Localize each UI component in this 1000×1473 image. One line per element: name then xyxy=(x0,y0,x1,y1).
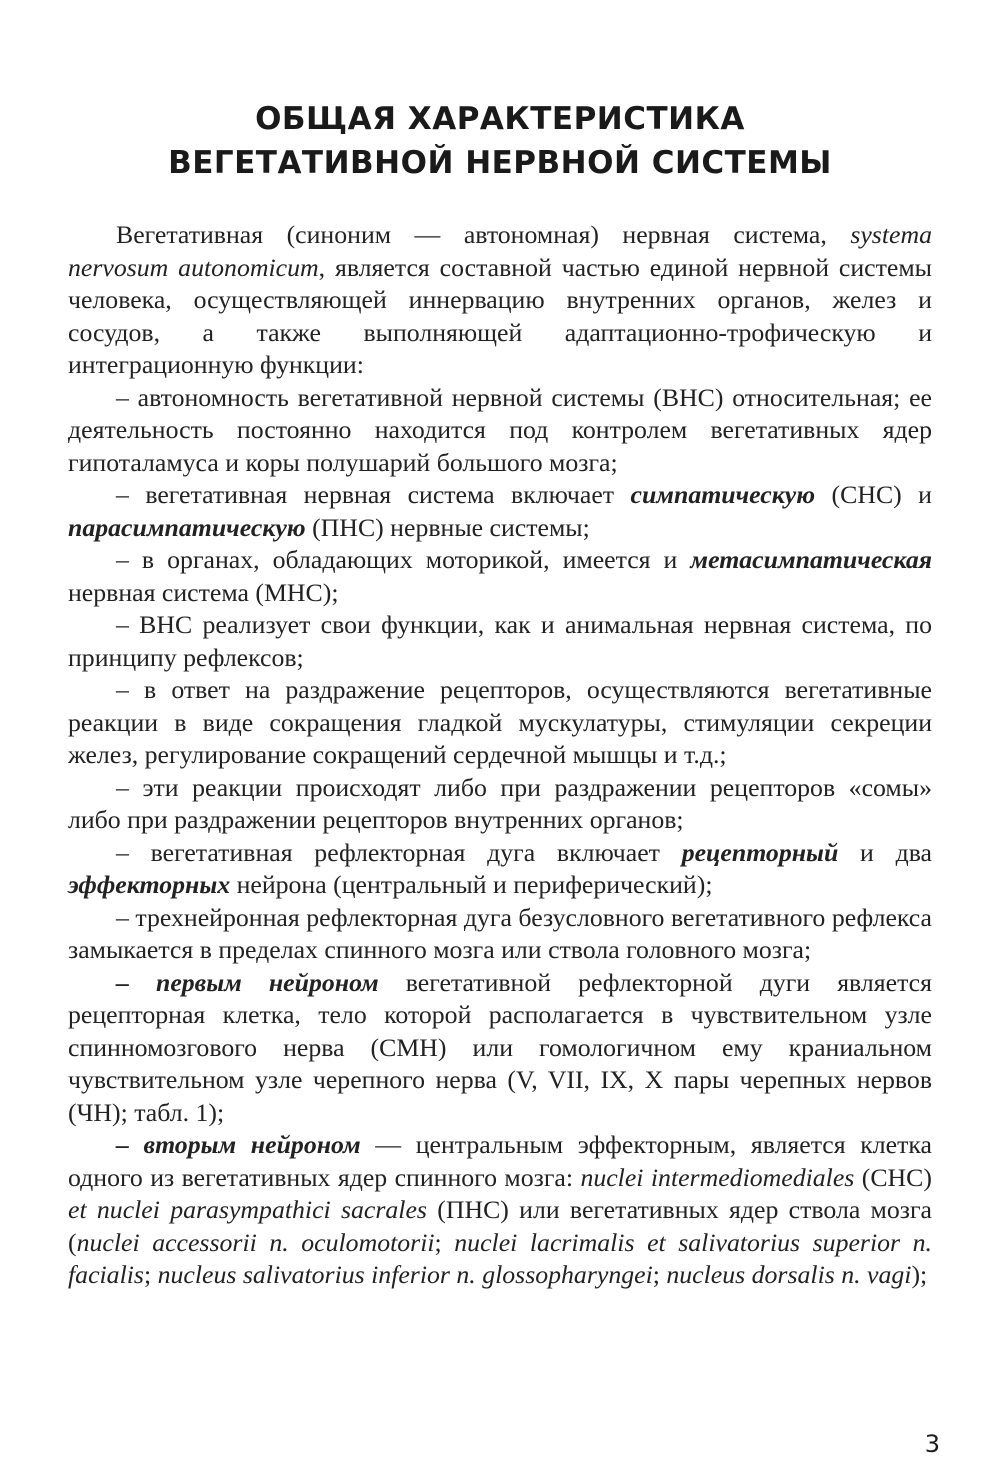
text-run: – автономность вегетативной нервной системы (ВНС) относительная; ее деятельность постоянно находится под контролем вегетативных ядер гипоталамуса и коры полушарий большого мозга; xyxy=(68,382,932,477)
text-run: — центральным эффекторным, является клетка одного из вегетативных ядер спинного мозга: xyxy=(68,1130,932,1192)
key-term: эффекторных xyxy=(68,870,231,899)
chapter-title-line-1: ОБЩАЯ ХАРАКТЕРИСТИКА xyxy=(255,100,745,137)
text-run: Вегетативная (синоним — автономная) нервная система, xyxy=(116,220,851,249)
key-term: симпатическую xyxy=(630,480,816,509)
text-run: ; xyxy=(652,1260,667,1289)
body-text xyxy=(68,219,932,1292)
text-run: ; xyxy=(143,1260,158,1289)
key-term: рецепторный xyxy=(681,837,839,867)
paragraph xyxy=(68,772,932,837)
chapter-title xyxy=(0,97,1000,185)
text-run: ; xyxy=(434,1227,455,1257)
text-run: – ВНС реализует свои функции, как и анимальная нервная система, по принципу рефлексов; xyxy=(68,610,932,672)
paragraph xyxy=(68,967,932,1130)
italic-term: nucleus salivatorius inferior n. glossopharyngei xyxy=(157,1260,653,1289)
italic-term: nucleus dorsalis n. vagi xyxy=(666,1260,912,1289)
paragraph xyxy=(68,674,932,772)
chapter-title-line-2: ВЕГЕТАТИВНОЙ НЕРВНОЙ СИСТЕМЫ xyxy=(168,144,832,181)
italic-term: nuclei intermediomediales xyxy=(580,1162,855,1192)
text-run: – трехнейронная рефлекторная дуга безусловного вегетативного рефлекса замыкается в пределах спинного мозга или ствола головного мозга; xyxy=(68,902,932,964)
text-run: и два xyxy=(838,837,932,867)
paragraph xyxy=(68,837,932,902)
text-run: (ПНС) нервные системы; xyxy=(305,512,590,542)
key-term: парасимпатическую xyxy=(68,512,306,542)
text-run: (СНС) xyxy=(854,1162,932,1192)
italic-term: nuclei lacrimalis et salivatorius superior n. facialis xyxy=(68,1227,932,1289)
text-run: – в органах, обладающих моторикой, имеется и xyxy=(116,545,691,574)
text-run: ); xyxy=(911,1260,928,1289)
italic-term: nuclei accessorii n. oculomotorii xyxy=(76,1227,435,1257)
text-run: (ПНС) или вегетативных ядер ствола мозга ( xyxy=(68,1195,932,1257)
text-run: – в ответ на раздражение рецепторов, осуществляются вегетативные реакции в виде сокращения гладкой мускулатуры, стимуляции секреции желез, регулирование сокращений сердечной мышцы и т.д.; xyxy=(68,675,932,769)
page-number: 3 xyxy=(924,1430,940,1458)
paragraph xyxy=(68,902,932,967)
text-run: вегетативной рефлекторной дуги является рецепторная клетка, тело которой располагается в чувствительном узле спинномозгового нерва (СМН) или гомологичном ему краниальном чувствительном узле черепного нерва (V, VII, IX, X пары черепных нервов (ЧН); табл. 1); xyxy=(68,967,932,1127)
text-run: , является составной частью единой нервной системы человека, осуществляющей иннервацию внутренних органов, желез и сосудов, а также выполняющей адаптационно-трофическую и интеграционную функции: xyxy=(68,252,932,379)
paragraph xyxy=(68,609,932,674)
paragraph xyxy=(68,544,932,609)
key-term: – первым нейроном xyxy=(116,967,379,997)
text-run: – вегетативная рефлекторная дуга включает xyxy=(116,837,682,867)
italic-term: systema nervosum autonomicum xyxy=(68,220,932,282)
key-term: – вторым нейроном xyxy=(116,1130,361,1159)
paragraph xyxy=(68,479,932,544)
italic-term: et nuclei parasympathici sacrales xyxy=(68,1195,427,1224)
text-run: нервная система (МНС); xyxy=(68,577,339,607)
text-run: – эти реакции происходят либо при раздражении рецепторов «сомы» либо при раздражении рецепторов внутренних органов; xyxy=(68,772,932,834)
text-run: (СНС) и xyxy=(815,480,932,509)
paragraph xyxy=(68,1129,932,1292)
text-run: – вегетативная нервная система включает xyxy=(116,480,631,509)
paragraph xyxy=(68,219,932,382)
paragraph xyxy=(68,382,932,480)
text-run: нейрона (центральный и периферический); xyxy=(230,870,713,899)
key-term: метасимпатическая xyxy=(690,545,932,574)
